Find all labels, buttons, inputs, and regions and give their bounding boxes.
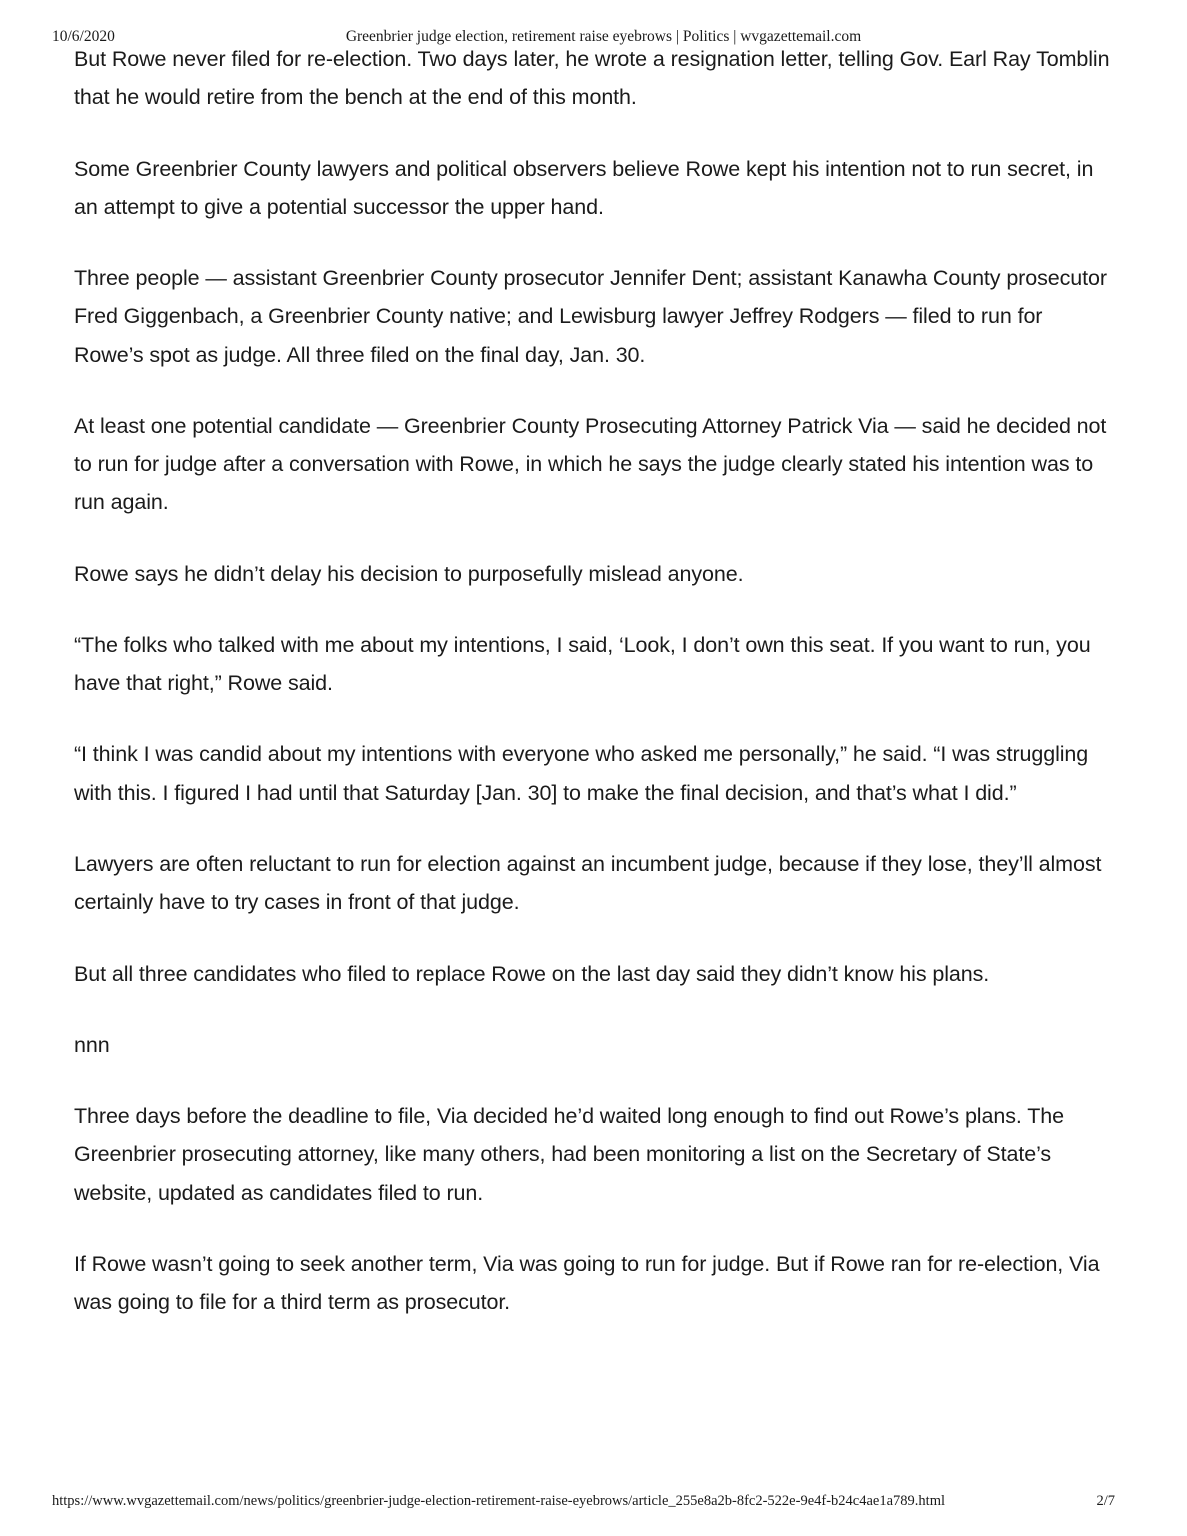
- print-header: [0, 0, 1187, 45]
- paragraph: “The folks who talked with me about my intentions, I said, ‘Look, I don’t own this seat. If you want to run, you have that right,” Rowe said.: [74, 632, 1091, 696]
- paragraph: Three people — assistant Greenbrier County prosecutor Jennifer Dent; assistant Kanawha County prosecutor Fred Giggenbach, a Greenbrier County native; and Lewisburg lawyer Jeffrey Rodgers — filed to run for Rowe’s spot as judge. All three filed on the final day, Jan. 30.: [74, 266, 1107, 367]
- paragraph: Lawyers are often reluctant to run for election against an incumbent judge, because if they lose, they’ll almost certainly have to try cases in front of that judge.: [74, 851, 1102, 915]
- paragraph: Rowe says he didn’t delay his decision to purposefully mislead anyone.: [74, 561, 744, 586]
- paragraph: “I think I was candid about my intentions with everyone who asked me personally,” he said. “I was struggling with this. I figured I had until that Saturday [Jan. 30] to make the final decision, and that’s what I did.”: [74, 742, 1089, 805]
- print-title: Greenbrier judge election, retirement raise eyebrows | Politics | wvgazettemail.com: [345, 28, 862, 45]
- print-footer: [0, 1493, 1187, 1510]
- page-number: 2/7: [1096, 1493, 1115, 1509]
- print-date: 10/6/2020: [52, 28, 115, 45]
- paragraph: If Rowe wasn’t going to seek another term, Via was going to run for judge. But if Rowe ran for re-election, Via was going to file for a third term as prosecutor.: [74, 1251, 1100, 1315]
- paragraph: But all three candidates who filed to replace Rowe on the last day said they didn’t know his plans.: [74, 961, 990, 986]
- article-body: [0, 30, 1187, 1536]
- paragraph: Three days before the deadline to file, Via decided he’d waited long enough to find out Rowe’s plans. The Greenbrier prosecuting attorney, like many others, had been monitoring a list on the Secretary of State’s website, updated as candidates filed to run.: [74, 1104, 1064, 1205]
- paragraph: At least one potential candidate — Greenbrier County Prosecuting Attorney Patrick Via — said he decided not to run for judge after a conversation with Rowe, in which he says the judge clearly stated his intention was to run again.: [74, 413, 1107, 515]
- source-url: https://www.wvgazettemail.com/news/politics/greenbrier-judge-election-retirement-raise-eyebrows/article_255e8a2b-8fc2-522e-9e4f-b24c4ae1a789.html: [52, 1493, 945, 1509]
- paragraph-separator: nnn: [74, 1032, 110, 1057]
- paragraph: But Rowe never filed for re-election. Two days later, he wrote a resignation letter, telling Gov. Earl Ray Tomblin that he would retire from the bench at the end of this month.: [74, 47, 1110, 110]
- paragraph: Some Greenbrier County lawyers and political observers believe Rowe kept his intention not to run secret, in an attempt to give a potential successor the upper hand.: [74, 156, 1094, 219]
